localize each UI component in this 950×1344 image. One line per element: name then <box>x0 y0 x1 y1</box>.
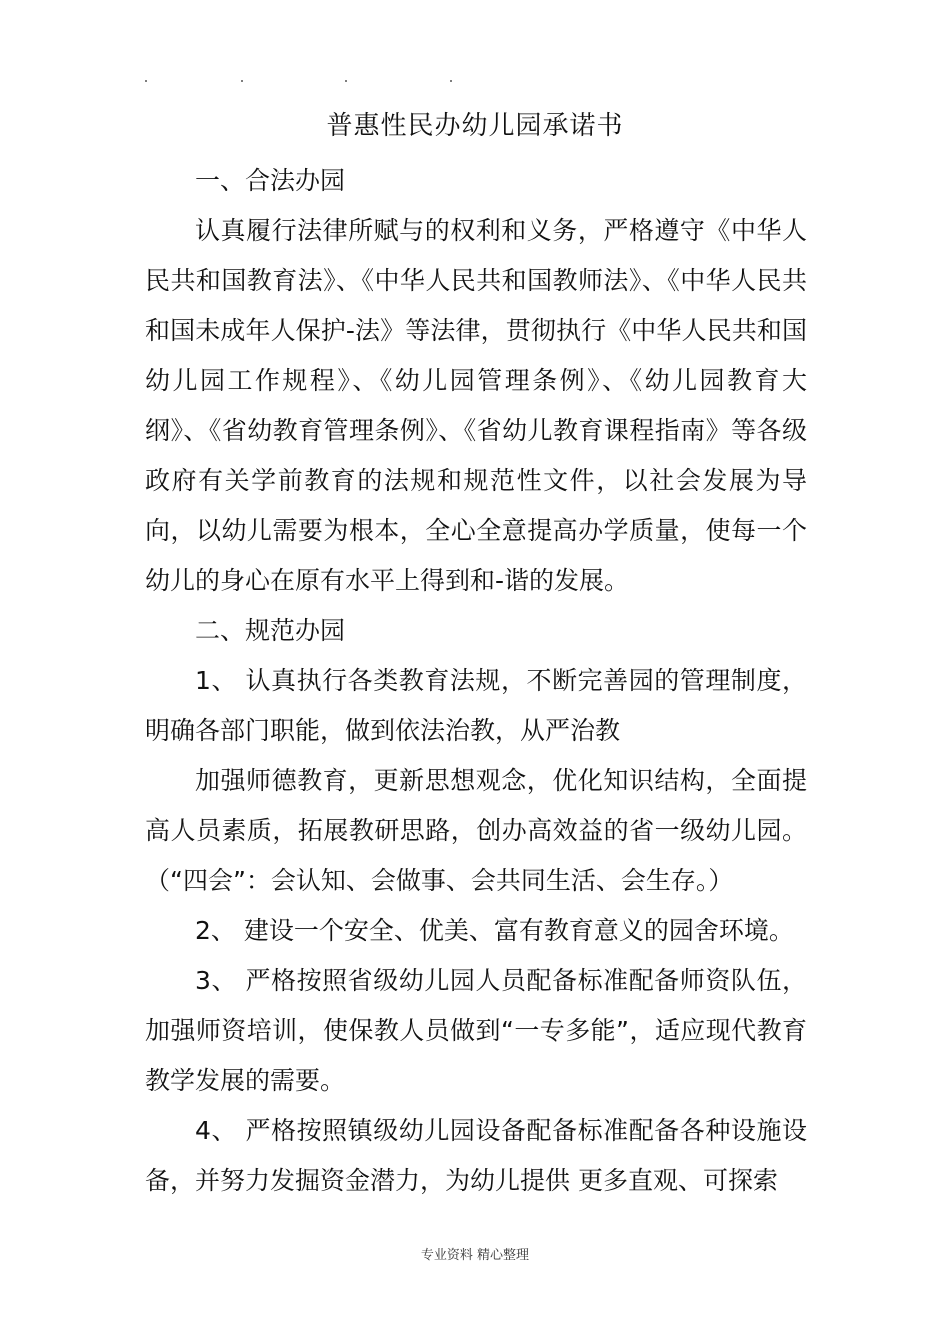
paragraph-legal-obligations: 认真履行法律所赋与的权利和义务，严格遵守《中华人民共和国教育法》、《中华人民共和国教师法》、《中华人民共和国未成年人保护-法》等法律，贯彻执行《中华人民共和国幼儿园工作规程》、《幼儿园管理条例》、《幼儿园教育大纲》、《省幼教育管理条例》、《省幼儿教育课程指南》等各级政府有关学前教育的法规和规范性文件，以社会发展为导向，以幼儿需要为根本，全心全意提高办学质量，使每一个幼儿的身心在原有水平上得到和-谐的发展。 <box>145 216 807 595</box>
header-dot <box>241 80 243 82</box>
document-title: 普惠性民办幼儿园承诺书 <box>326 111 624 141</box>
section-heading-standard: 二、规范办园 <box>195 616 346 645</box>
header-dot <box>345 80 347 82</box>
paragraph-item-3: 3、 严格按照省级幼儿园人员配备标准配备师资队伍，加强师资培训，使保教人员做到“一专多能”，适应现代教育教学发展的需要。 <box>145 966 807 1095</box>
header-dot <box>450 80 452 82</box>
page-footer: 专业资料 精心整理 <box>420 1248 530 1263</box>
paragraph-item-2: 2、 建设一个安全、优美、富有教育意义的园舍环境。 <box>195 916 794 945</box>
document-body <box>145 156 807 1206</box>
paragraph-item-1: 1、 认真执行各类教育法规，不断完善园的管理制度，明确各部门职能，做到依法治教，从严治教 <box>145 666 807 745</box>
section-heading-legal: 一、合法办园 <box>195 166 346 195</box>
paragraph-item-4: 4、 严格按照镇级幼儿园设备配备标准配备各种设施设备，并努力发掘资金潜力，为幼儿提供 更多直观、可探索 <box>145 1116 807 1195</box>
header-dot <box>145 80 147 82</box>
header-dot-marks <box>145 80 465 86</box>
paragraph-teacher-ethics: 加强师德教育，更新思想观念，优化知识结构，全面提高人员素质，拓展教研思路，创办高效益的省一级幼儿园。（“四会”：会认知、会做事、会共同生活、会生存。） <box>145 766 807 895</box>
